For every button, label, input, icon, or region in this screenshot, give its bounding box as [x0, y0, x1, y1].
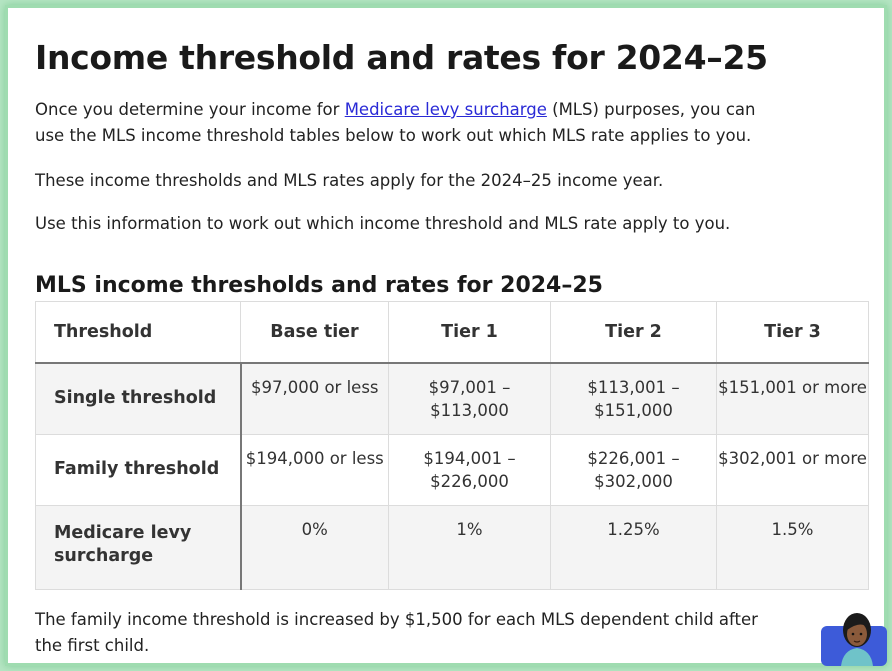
intro-text-end: (MLS) purposes, you can use the MLS income threshold tables below to work out which MLS rate applies to you. [35, 100, 756, 145]
row-header-single-threshold: Single threshold [36, 363, 241, 434]
row-header-family-threshold: Family threshold [36, 434, 241, 505]
column-header-tier-1: Tier 1 [389, 302, 551, 364]
table-row [36, 505, 869, 589]
table-cell: $97,000 or less [241, 363, 389, 434]
page-frame [5, 5, 887, 666]
column-header-tier-3: Tier 3 [717, 302, 869, 364]
table-cell: $302,001 or more [717, 434, 869, 505]
income-year-paragraph: These income thresholds and MLS rates apply for the 2024–25 income year. [35, 171, 664, 190]
table-cell: $194,001 – $226,000 [389, 434, 551, 505]
table-cell: $194,000 or less [241, 434, 389, 505]
medicare-levy-surcharge-link[interactable]: Medicare levy surcharge [344, 100, 547, 119]
intro-paragraph [35, 97, 775, 149]
column-header-threshold: Threshold [36, 302, 241, 364]
intro-text-start: Once you determine your income for [35, 100, 345, 119]
assistant-avatar-icon [821, 604, 887, 666]
table-cell: 0% [241, 505, 389, 589]
mls-thresholds-table [35, 301, 869, 590]
table-cell: $97,001 – $113,000 [389, 363, 551, 434]
table-cell: 1.25% [551, 505, 717, 589]
column-header-tier-2: Tier 2 [551, 302, 717, 364]
table-cell: 1.5% [717, 505, 869, 589]
table-heading: MLS income thresholds and rates for 2024–25 [35, 273, 603, 298]
usage-paragraph: Use this information to work out which income threshold and MLS rate apply to you. [35, 214, 731, 233]
assistant-avatar-button[interactable] [821, 604, 887, 666]
table-cell: $151,001 or more [717, 363, 869, 434]
footnote-paragraph: The family income threshold is increased by $1,500 for each MLS dependent child after the first child. [35, 610, 758, 655]
table-cell: $226,001 – $302,000 [551, 434, 717, 505]
table-cell: $113,001 – $151,000 [551, 363, 717, 434]
row-header-medicare-levy-surcharge: Medicare levy surcharge [36, 505, 241, 589]
column-header-base-tier: Base tier [241, 302, 389, 364]
page-title: Income threshold and rates for 2024–25 [35, 38, 768, 77]
table-row [36, 363, 869, 434]
table-header-row [36, 302, 869, 364]
table-cell: 1% [389, 505, 551, 589]
table-row [36, 434, 869, 505]
